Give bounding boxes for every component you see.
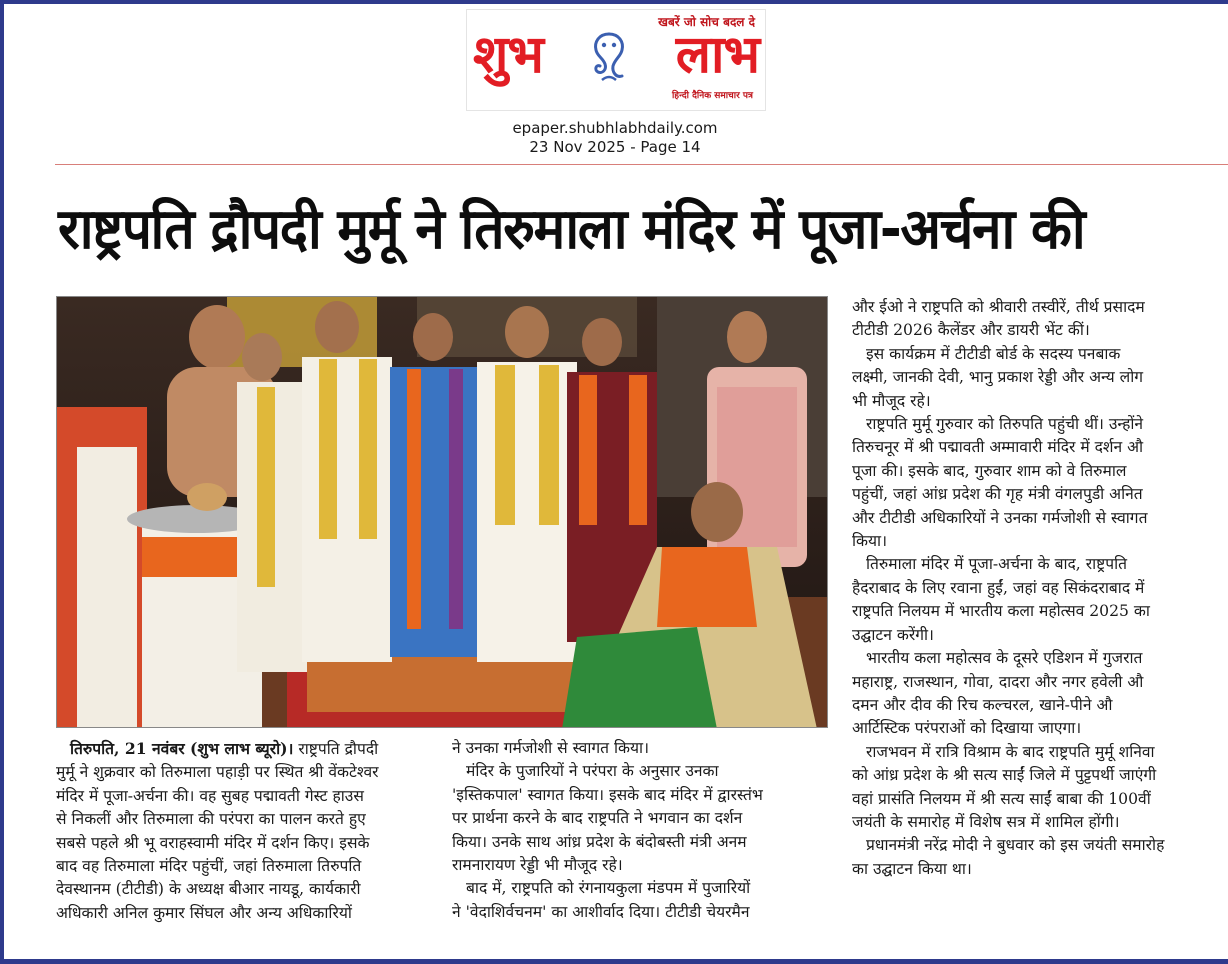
- paragraph-line: भारतीय कला महोत्सव के दूसरे एडिशन में गुजरात: [866, 649, 1143, 668]
- paragraph-line: 'इस्तिकपाल' स्वागत किया। इसके बाद मंदिर में द्वारस्तंभ: [452, 785, 763, 804]
- paragraph-line: पहुंचीं, जहां आंध्र प्रदेश की गृह मंत्री वंगलपुडी अनित: [852, 485, 1143, 504]
- ganesha-icon: [585, 28, 633, 84]
- paragraph-line: लक्ष्मी, जानकी देवी, भानु प्रकाश रेड्डी और अन्य लोग: [852, 368, 1144, 387]
- header-divider: [55, 164, 1228, 165]
- paragraph-line: राष्ट्रपति निलयम में भारतीय कला महोत्सव 2025 का: [852, 602, 1150, 621]
- paragraph-line: उद्घाटन करेंगी।: [852, 625, 934, 644]
- article-headline: राष्ट्रपति द्रौपदी मुर्मू ने तिरुमाला मंदिर में पूजा-अर्चना की: [58, 197, 1085, 262]
- paragraph-line: तिरुचनूर में श्री पद्मावती अम्मावारी मंदिर में दर्शन औ: [852, 438, 1144, 457]
- paragraph-line: अधिकारी अनिल कुमार सिंघल और अन्य अधिकारियों: [56, 903, 352, 922]
- paragraph-line: मंदिर में पूजा-अर्चना की। वह सुबह पद्मावती गेस्ट हाउस: [56, 786, 364, 805]
- epaper-site[interactable]: epaper.shubhlabhdaily.com: [512, 119, 718, 137]
- paragraph-line: राष्ट्रपति मुर्मू गुरुवार को तिरुपति पहुंची थीं। उन्होंने: [866, 415, 1144, 434]
- paragraph-line: रामनारायण रेड्डी भी मौजूद रहे।: [452, 856, 623, 875]
- masthead-logo: [466, 9, 766, 111]
- paragraph-line: आर्टिस्टिक परंपराओं को दिखाया जाएगा।: [852, 719, 1082, 738]
- paragraph-line: ने उनका गर्मजोशी से स्वागत किया।: [452, 739, 650, 757]
- paragraph-line: भी मौजूद रहे।: [852, 391, 931, 410]
- paragraph-line: राष्ट्रपति द्रौपदी: [293, 740, 379, 758]
- paragraph-line: दमन और दीव की रिच कल्चरल, खाने-पीने औ: [852, 695, 1113, 714]
- paragraph-line: प्रधानमंत्री नरेंद्र मोदी ने बुधवार को इस जयंती समारोह: [866, 836, 1165, 855]
- article-column-3: [852, 296, 1228, 881]
- paragraph-line: ने 'वेदाशिर्वचनम' का आशीर्वाद दिया। टीटीडी चेयरमैन: [452, 902, 750, 921]
- paragraph-line: राजभवन में रात्रि विश्राम के बाद राष्ट्रपति मुर्मू शनिवा: [866, 742, 1155, 761]
- paragraph-line: सबसे पहले श्री भू वराहस्वामी मंदिर में दर्शन किए। इसके: [56, 833, 370, 852]
- article-column-1: [56, 737, 438, 925]
- edition-date: 23 Nov 2025 - Page 14: [529, 138, 701, 156]
- paragraph-line: हैदराबाद के लिए रवाना हुईं, जहां वह सिकंदराबाद में: [852, 578, 1145, 597]
- paragraph-line: मुर्मू ने शुक्रवार को तिरुमाला पहाड़ी पर स्थित श्री वेंकटेश्वर: [56, 763, 379, 782]
- paragraph-line: बाद वह तिरुमाला मंदिर पहुंचीं, जहां तिरुमाला तिरुपति: [56, 857, 362, 876]
- paragraph-line: को आंध्र प्रदेश के श्री सत्य साईं जिले में पुट्टपर्थी जाएंगी: [852, 766, 1157, 785]
- paragraph-line: किया।: [852, 532, 888, 551]
- paragraph-line: मंदिर के पुजारियों ने परंपरा के अनुसार उनका: [466, 762, 719, 781]
- brand-word-labh: लाभ: [675, 25, 759, 85]
- paragraph-line: किया। उनके साथ आंध्र प्रदेश के बंदोबस्ती मंत्री अनम: [452, 832, 747, 851]
- paragraph-line: तिरुमाला मंदिर में पूजा-अर्चना के बाद, राष्ट्रपति: [866, 555, 1128, 574]
- paragraph-line: टीटीडी 2026 कैलेंडर और डायरी भेंट कीं।: [852, 321, 1090, 340]
- paragraph-line: पर प्रार्थना करने के बाद राष्ट्रपति ने भगवान का दर्शन: [452, 809, 743, 828]
- paragraph-line: जयंती के समारोह में विशेष सत्र में शामिल होंगी।: [852, 812, 1120, 831]
- paragraph-line: और ईओ ने राष्ट्रपति को श्रीवारी तस्वीरें, तीर्थ प्रसादम: [852, 298, 1145, 316]
- paragraph-line: इस कार्यक्रम में टीटीडी बोर्ड के सदस्य पनबाक: [866, 344, 1121, 363]
- paragraph-line: पूजा की। इसके बाद, गुरुवार शाम को वे तिरुमाल: [852, 461, 1127, 480]
- news-photo: [56, 296, 828, 728]
- paragraph-line: से निकलीं और तिरुमाला की परंपरा का पालन करते हुए: [56, 810, 366, 829]
- paragraph-line: और टीटीडी अधिकारियों ने उनका गर्मजोशी से स्वागत: [852, 508, 1148, 527]
- brand-word-shubh: शुभ: [473, 25, 543, 85]
- article-dateline: तिरुपति, 21 नवंबर (शुभ लाभ ब्यूरो)।: [70, 739, 294, 758]
- masthead-tagline: खबरें जो सोच बदल दे: [658, 15, 755, 29]
- paragraph-line: महाराष्ट्र, राजस्थान, गोवा, दादरा और नगर हवेली औ: [852, 672, 1144, 691]
- masthead-subline: हिन्दी दैनिक समाचार पत्र: [671, 91, 753, 101]
- paragraph-line: का उद्घाटन किया था।: [852, 859, 972, 878]
- article-column-2: [452, 737, 834, 924]
- paragraph-line: देवस्थानम (टीटीडी) के अध्यक्ष बीआर नायडू, कार्यकारी: [56, 880, 361, 899]
- paragraph-line: वहां प्रासंति निलयम में श्री सत्य साईं बाबा की 100वीं: [852, 789, 1151, 808]
- paragraph-line: बाद में, राष्ट्रपति को रंगनायकुला मंडपम में पुजारियों: [466, 879, 751, 898]
